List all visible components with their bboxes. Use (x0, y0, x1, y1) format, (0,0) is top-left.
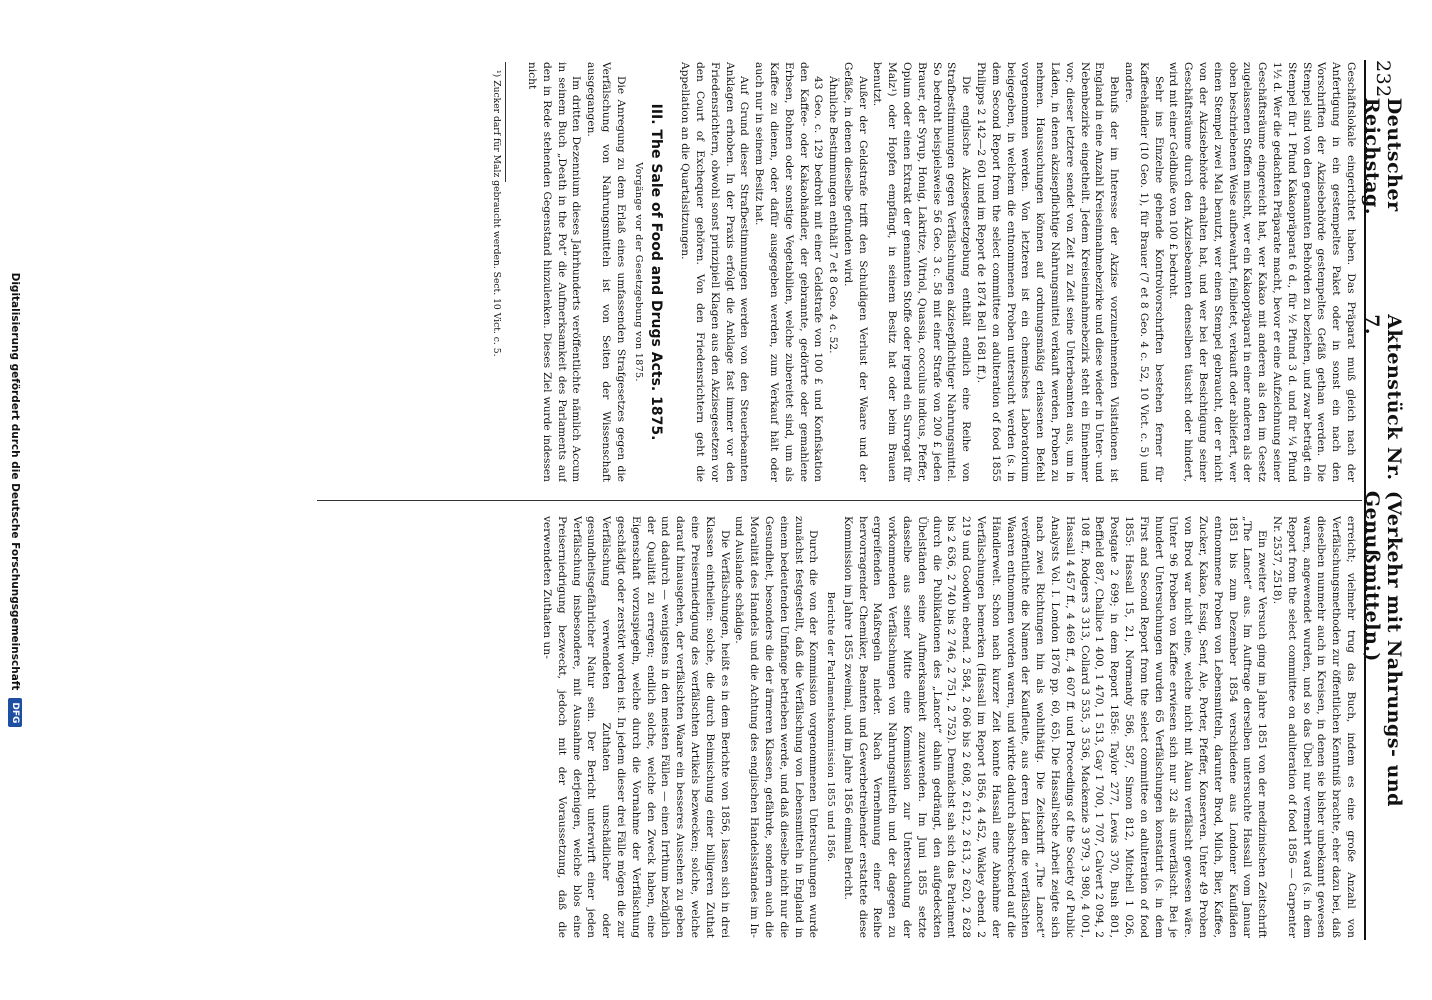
running-title-right: (Verkehr mit Nahrungs- und Genußmitteln.) (1361, 490, 1405, 807)
paragraph: Geschäftslokale eingerichtet haben. Das Präparat muß gleich nach der Anfertigung in ein gestempeltes Paket oder in sonst ein nach den Vorschriften der Akzisebehörde gestempeltes Gefäß gethan werden. Die Stempel sind von den genannten Behörden zu beziehen, und zwar beträgt ein Stempel für 1 Pfund Kakaopräparat 6 d., für ½ Pfund 3 d. und für ¼ Pfund 1½ d. Wer die gedachten Präparate macht, bevor er eine Aufzeichnung seiner Geschäftsräume eingereicht hat, wer Kakao mit anderen als den im Gesetz zugelassenen Stoffen mischt, wer ein Kakaopräparat in einer anderen als der oben beschriebenen Weise aufbewahrt, feilbietet, verkauft oder abliefert, wer einen Stempel zwei Mal benutzt, wer einen Stempel gebraucht, der er nicht von der Akzisebehörde erhalten hat, und wer bei der Besichtigung seiner Geschäftsräume durch den Akzisebeamten denselben täuscht oder hindert, wird mit einer Geldbuße von 100 £ bedroht. (1167, 62, 1357, 482)
digitization-credit (0, 0, 30, 1000)
credit-text: Digitalisierung gefördert durch die Deutsche Forschungsgemeinschaft (9, 272, 21, 691)
running-title-left: Deutscher Reichstag. (1361, 97, 1405, 215)
paragraph: Behufs der im Interesse der Akzise vorzunehmenden Visitationen ist England in eine Anzahl Kreiseinnahmebezirke und diese wieder in Unter- und Nebenbezirke eingetheilt. Jedem Kreiseinnahmebezirk steht ein Einnehmer vor; dieser letztere sendet von Zeit zu Zeit seine Unterbeamten aus, um in Läden, in denen akzisepflichtige Nahrungsmittel verkauft werden, Proben zu nehmen. Haussuchungen können auf ordnungsmäßig erlassenen Befehl vorgenommen werden. Von letzteren ist ein chemisches Laboratorium beigegeben, in welchem die entnommenen Proben untersucht werden (s. in dem Second Report from the select committee on adulteration of food 1855 Philipps 2 142—2 601 und im Report de 1874 Bell 1681 ff.). (975, 62, 1121, 482)
footnote-rule (505, 62, 506, 182)
subheading: Berichte der Parlamentskommission 1855 und 1856. (825, 591, 837, 863)
running-header (1361, 60, 1405, 940)
paragraph: Im dritten Dezennium dieses Jahrhunderts veröffentlichte nämlich Accum in seinem Buch „Death in the Pot“ die Aufmerksamkeit des Parlaments auf den in Rede stehenden Gegenstand hinzulenken. Dieses Ziel wurde indessen nicht (525, 62, 583, 482)
paragraph: Auf Grund dieser Strafbestimmungen werden von den Steuerbeamten Anklagen erhoben. In der Praxis erfolgt die Anklage fast immer vor den Friedensrichtern, obwohl sonst prinzipiell Klagen aus den Akzisegesetzen vor den Court of Exchequer gehören. Von den Friedensrichtern geht die Appellation an die Quartalsitzungen. (679, 62, 751, 482)
paragraph: Ein zweiter Versuch ging im Jahre 1851 von der medizinischen Zeitschrift „The Lancet“ aus. Im Auftrage derselben untersuchte Hassall vom Januar 1851 bis zum Dezember 1854 verschiedene aus Londoner Kaufläden entnommene Proben von Lebensmitteln, darunter Brod, Milch, Bier, Kaffee, Zucker, Kakao, Essig, Senf, Ale, Porter, Pfeffer, Konserven. Unter 49 Proben von Brod war nicht eine, welche nicht mit Alaun verfälscht gewesen wäre. Unter 96 Proben von Kaffee erwiesen sich nur 32 als unverfälscht. Bei je hundert Untersuchungen wurden 65 Verfälschungen konstatirt (s. in dem First and Second Report from the select committee on adulteration of food 1855: Hassall 15, 21, Normandy 586, 587, Simon 812, Mitchell 1 026, Postgate 2 699; in dem Report 1856: Taylor 277, Lewis 370, Bush 801, Beffield 887, Challice 1 400, 1 470, 1 513, Gay 1 700, 1 707, Calvert 2 094, 2 108 ff., Rodgers 3 313, Collard 3 535, 3 536, Mackenzie 3 979, 3 980, 4 001, Hassall 4 457 ff., 4 469 ff., 4 607 ff. und Proceedings of the Society of Public Analysts Vol. I. London 1876 pp. 60, 65). Die Hassall'sche Arbeit zeigte sich nach zwei Richtungen hin als wohlthätig. Die Zeitschrift „The Lancet“ veröffentlichte die Namen der Kaufleute, aus deren Läden die verfälschten Waaren entnommen worden waren, und wirkte dadurch abschreckend auf die Händlerwelt. Schon nach kurzer Zeit konnte Hassall eine Abnahme der Verfälschungen bemerken (Hassall im Report 1856, 4 452, Wakley ebend. 2 219 und Goodwin ebend. 2 584, 2 606 bis 2 608, 2 612, 2 613, 2 620, 2 628 bis 2 636, 2 740 bis 2 746, 2 751, 2 752). Demnächst sah sich das Parlament durch die Publikationen des „Lancet“ dahin gedrängt, den aufgedeckten Übelständen seine Aufmerksamkeit zuzuwenden. Im Juni 1855 setzte dasselbe aus seiner Mitte eine Kommission zur Untersuchung der vorkommenden Verfälschungen von Nahrungsmitteln und der dagegen zu ergreifenden Maßregeln nieder. Nach Vernehmung einer Reihe hervorragender Chemiker, Beamten und Gewerbetreibender erstattete diese Kommission im Jahre 1855 zweimal, und im Jahre 1856 einmal Bericht. (841, 516, 1269, 938)
page-number: 232 (1372, 60, 1394, 98)
dfg-logo: DFG (8, 698, 22, 727)
paragraph: Durch die von der Kommission vorgenommenen Untersuchungen wurde zunächst festgestellt, daß die Verfälschung von Lebensmitteln in England in einem bedeutenden Umfange betrieben werde, und daß dieselbe nicht nur die Gesundheit, besonders die der ärmeren Klassen, gefährde, sondern auch die Moralität des Handels und die Achtung des englischen Handelsstandes im In- und Auslande schädige. (733, 516, 820, 938)
paragraph: Die Anregung zu dem Erlaß eines umfassenden Strafgesetzes gegen die Verfälschung von Nahrungsmitteln ist von Seiten der Wissenschaft ausgegangen. (585, 62, 627, 482)
footnote: ¹) Zucker darf für Malz gebraucht werden. Sect. 10 Vict. c. 5. (491, 70, 503, 357)
running-title-center: Aktenstück Nr. 7. (1361, 314, 1405, 481)
paragraph: erreicht; vielmehr trug das Buch, indem es eine große Anzahl von Verfälschungsmethoden zur öffentlichen Kenntniß brachte, eher dazu bei, daß dieselben nunmehr auch in Kreisen, in denen sie bisher unbekannt gewesen waren, angewendet wurden, und so das Übel nur vermehrt ward (s. in dem Report from the select committee on adulteration of food 1856 — Carpenter Nr. 2537, 2518). (1271, 516, 1357, 938)
paragraph: Ähnliche Bestimmungen enthält 7 et 8 Geo. 4 c. 52. (827, 76, 840, 354)
column-divider (317, 500, 1362, 501)
paragraph: Außer der Geldstrafe trifft den Schuldigen Verlust der Waare und der Gefäße, in denen dieselbe gefunden wird. (841, 62, 869, 482)
header-rule (1364, 60, 1366, 940)
section-title: III. The Sale of Food and Drugs Acts. 1875. (648, 103, 665, 441)
paragraph: Die Verfälschungen, heißt es in dem Berichte von 1856, lassen sich in drei Klassen eintheilen: solche, die durch Beimischung einer billigeren Zuthat eine Preiserniedrigung des verfälschten Artikels bezwecken; solche, welche darauf hinausgehen, der verfälschten Waare ein besseres Aussehen zu geben und dadurch — wenigstens in den meisten Fällen — einen Irrthum bezüglich der Qualität zu erregen; endlich solche, welche den Zweck haben, eine Eigenschaft vorzuspiegeln, welche durch die Vornahme der Verfälschung geschädigt oder zerstört worden ist. In jedem dieser drei Fälle mögen die zur Verfälschung verwendeten Zuthaten unschädlicher oder gesundheitsgefährlicher Natur sein. Der Bericht unterwirft einer jeden Verfälschung insbesondere, mit Ausnahme derjenigen, welche blos eine Preiserniedrigung bezweckt, jedoch mit der Voraussetzung, daß die verwendeten Zuthaten un- (540, 516, 731, 938)
paragraph: 43 Geo. c. 129 bedroht mit einer Geldstrafe von 100 £ und Konfiskation den Kaffee- oder Kakaohändler, der gebrannte, gedörrte oder gemahlene Erbsen, Bohnen oder sonstige Vegetabilien, welche zubereitet sind, um als Kaffee zu dienen, oder dafür ausgegeben werden, zum Verkauf hält oder auch nur in seinem Besitz hat. (753, 62, 825, 482)
paragraph: Die englische Akzisegesetzgebung enthält endlich eine Reihe von Strafbestimmungen gegen Verfälschungen akzisepflichtiger Nahrungsmittel. So bedroht beispielsweise 56 Geo. 3 c. 58 mit einer Strafe von 200 £ jeden Brauer, der Syrup, Honig, Lakritze, Vitriol, Quassia, cocculus indicus, Pfeffer, Opium oder einen Extrakt der genannten Stoffe oder irgend ein Surrogat für Malz¹) oder Hopfen empfängt, in seinem Besitz hat oder beim Brauen benutzt. (871, 62, 973, 482)
left-column (308, 62, 1358, 482)
right-column (308, 516, 1358, 938)
subheading: Vorgänge vor der Gesetzgebung von 1875. (632, 162, 644, 382)
paragraph: Sehr ins Einzelne gehende Kontrolvorschriften bestehen ferner für Kaffeehändler (10 Geo. 1), für Brauer (7 et 8 Geo. 4 c. 52, 10 Vict. c. 5) und andere. (1123, 62, 1165, 482)
